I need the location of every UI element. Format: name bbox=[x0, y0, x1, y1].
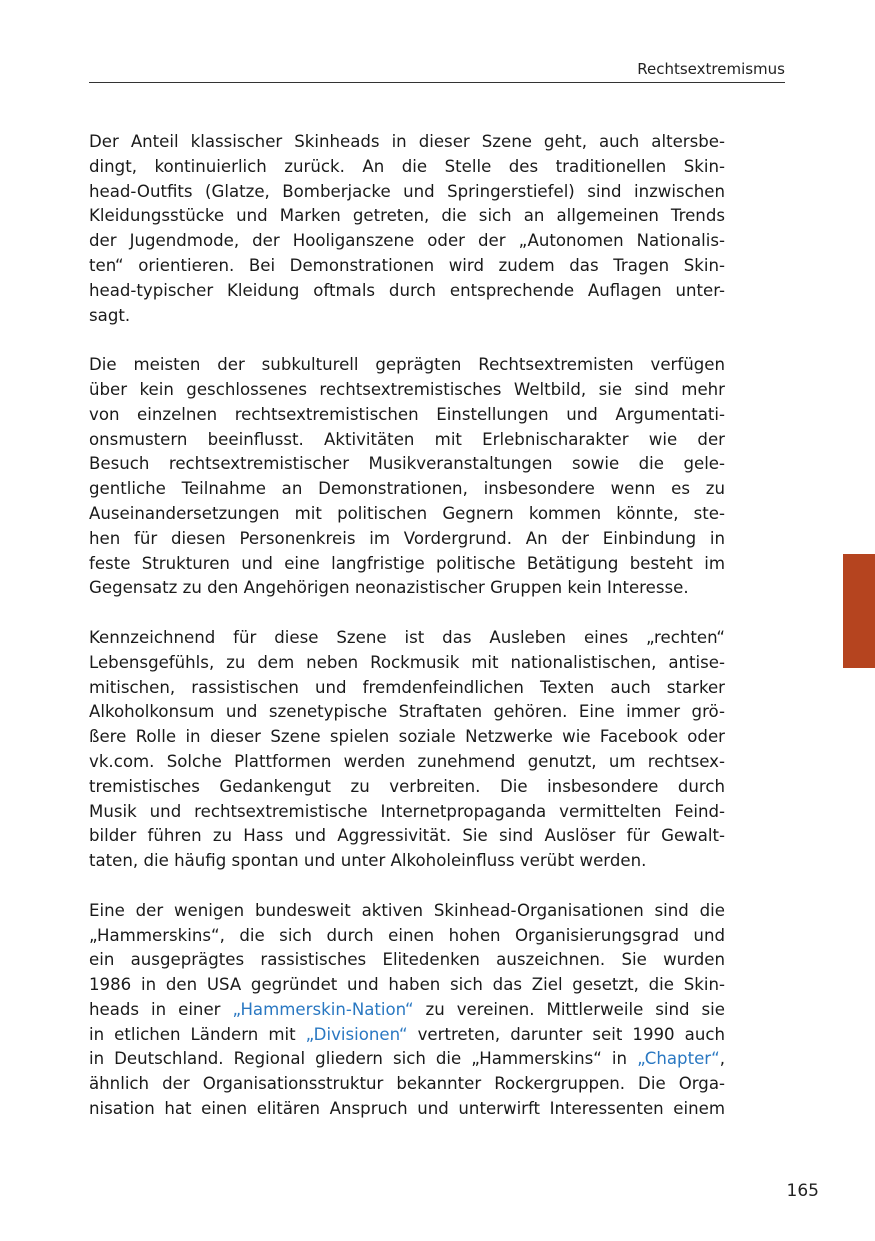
text-line: Musik und rechtsextremistische Internetpropaganda vermittelten Feind- bbox=[89, 801, 725, 821]
text-line: hen für diesen Personenkreis im Vordergrund. An der Einbindung in bbox=[89, 528, 725, 548]
text-run: in etlichen Ländern mit bbox=[89, 1024, 306, 1044]
page-number: 165 bbox=[786, 1181, 819, 1201]
text-line: tremistisches Gedankengut zu verbreiten. Die insbesondere durch bbox=[89, 776, 725, 796]
glossary-link-chapter[interactable]: „Chapter“ bbox=[637, 1049, 720, 1069]
glossary-link-divisionen[interactable]: „Divisionen“ bbox=[305, 1024, 408, 1044]
text-line: ßere Rolle in dieser Szene spielen soziale Netzwerke wie Facebook oder bbox=[89, 727, 725, 747]
text-run: in Deutschland. Regional gliedern sich die „Hammerskins“ in bbox=[89, 1049, 638, 1069]
text-line bbox=[89, 1047, 725, 1072]
text-line: ten“ orientieren. Bei Demonstrationen wird zudem das Tragen Skin- bbox=[89, 255, 725, 275]
text-line: Besuch rechtsextremistischer Musikveranstaltungen sowie die gele- bbox=[89, 454, 725, 474]
text-line: Eine der wenigen bundesweit aktiven Skinhead-Organisationen sind die bbox=[89, 900, 725, 920]
text-line: vk.com. Solche Plattformen werden zunehmend genutzt, um rechtsex- bbox=[89, 751, 725, 771]
text-line: der Jugendmode, der Hooliganszene oder der „Autonomen Nationalis- bbox=[89, 231, 725, 251]
text-line bbox=[89, 998, 725, 1023]
text-line: nisation hat einen elitären Anspruch und unterwirft Interessenten einem bbox=[89, 1099, 725, 1119]
paragraph-1 bbox=[89, 130, 725, 328]
text-line: head-typischer Kleidung oftmals durch entsprechende Auflagen unter- bbox=[89, 280, 725, 300]
text-line: Alkoholkonsum und szenetypische Straftaten gehören. Eine immer grö- bbox=[89, 702, 725, 722]
text-line: Lebensgefühls, zu dem neben Rockmusik mit nationalistischen, antise- bbox=[89, 652, 725, 672]
text-line: ähnlich der Organisationsstruktur bekannter Rockergruppen. Die Orga- bbox=[89, 1074, 725, 1094]
text-line: von einzelnen rechtsextremistischen Einstellungen und Argumentati- bbox=[89, 404, 725, 424]
text-line bbox=[89, 1023, 725, 1048]
text-line: mitischen, rassistischen und fremdenfeindlichen Texten auch starker bbox=[89, 677, 725, 697]
paragraph-4 bbox=[89, 899, 725, 1122]
text-line: Gegensatz zu den Angehörigen neonazistischer Gruppen kein Interesse. bbox=[89, 578, 689, 598]
text-line: bilder führen zu Hass und Aggressivität. Sie sind Auslöser für Gewalt- bbox=[89, 826, 725, 846]
text-line: sagt. bbox=[89, 305, 131, 325]
text-run: heads in einer bbox=[89, 999, 233, 1019]
text-line: „Hammerskins“, die sich durch einen hohen Organisierungsgrad und bbox=[89, 925, 725, 945]
glossary-link-hammerskin-nation[interactable]: „Hammerskin-Nation“ bbox=[232, 999, 414, 1019]
text-line: gentliche Teilnahme an Demonstrationen, insbesondere wenn es zu bbox=[89, 479, 725, 499]
header-rule bbox=[89, 82, 785, 83]
text-line: Der Anteil klassischer Skinheads in dieser Szene geht, auch altersbe- bbox=[89, 132, 725, 151]
paragraph-2 bbox=[89, 353, 725, 601]
text-line: über kein geschlossenes rechtsextremistisches Weltbild, sie sind mehr bbox=[89, 379, 725, 399]
text-run: , bbox=[719, 1049, 725, 1069]
text-line: feste Strukturen und eine langfristige politische Betätigung besteht im bbox=[89, 553, 725, 573]
text-line: head-Outfits (Glatze, Bomberjacke und Springerstiefel) sind inzwischen bbox=[89, 181, 725, 201]
running-header: Rechtsextremismus bbox=[637, 60, 785, 78]
chapter-tab-marker bbox=[843, 554, 875, 668]
text-line: taten, die häufig spontan und unter Alkoholeinfluss verübt werden. bbox=[89, 851, 647, 871]
body-text bbox=[89, 130, 725, 1147]
paragraph-3 bbox=[89, 626, 725, 874]
text-line: onsmustern beeinflusst. Aktivitäten mit Erlebnischarakter wie der bbox=[89, 429, 725, 449]
text-line: Die meisten der subkulturell geprägten Rechtsextremisten verfügen bbox=[89, 355, 725, 375]
text-line: Kennzeichnend für diese Szene ist das Ausleben eines „rechten“ bbox=[89, 627, 725, 647]
text-run: zu vereinen. Mittlerweile sind sie bbox=[413, 999, 725, 1019]
text-line: 1986 in den USA gegründet und haben sich das Ziel gesetzt, die Skin- bbox=[89, 975, 725, 995]
text-line: Kleidungsstücke und Marken getreten, die sich an allgemeinen Trends bbox=[89, 206, 725, 226]
text-line: dingt, kontinuierlich zurück. An die Stelle des traditionellen Skin- bbox=[89, 156, 725, 176]
text-line: Auseinandersetzungen mit politischen Gegnern kommen könnte, ste- bbox=[89, 503, 725, 523]
text-line: ein ausgeprägtes rassistisches Elitedenken auszeichnen. Sie wurden bbox=[89, 950, 725, 970]
text-run: vertreten, darunter seit 1990 auch bbox=[407, 1024, 725, 1044]
